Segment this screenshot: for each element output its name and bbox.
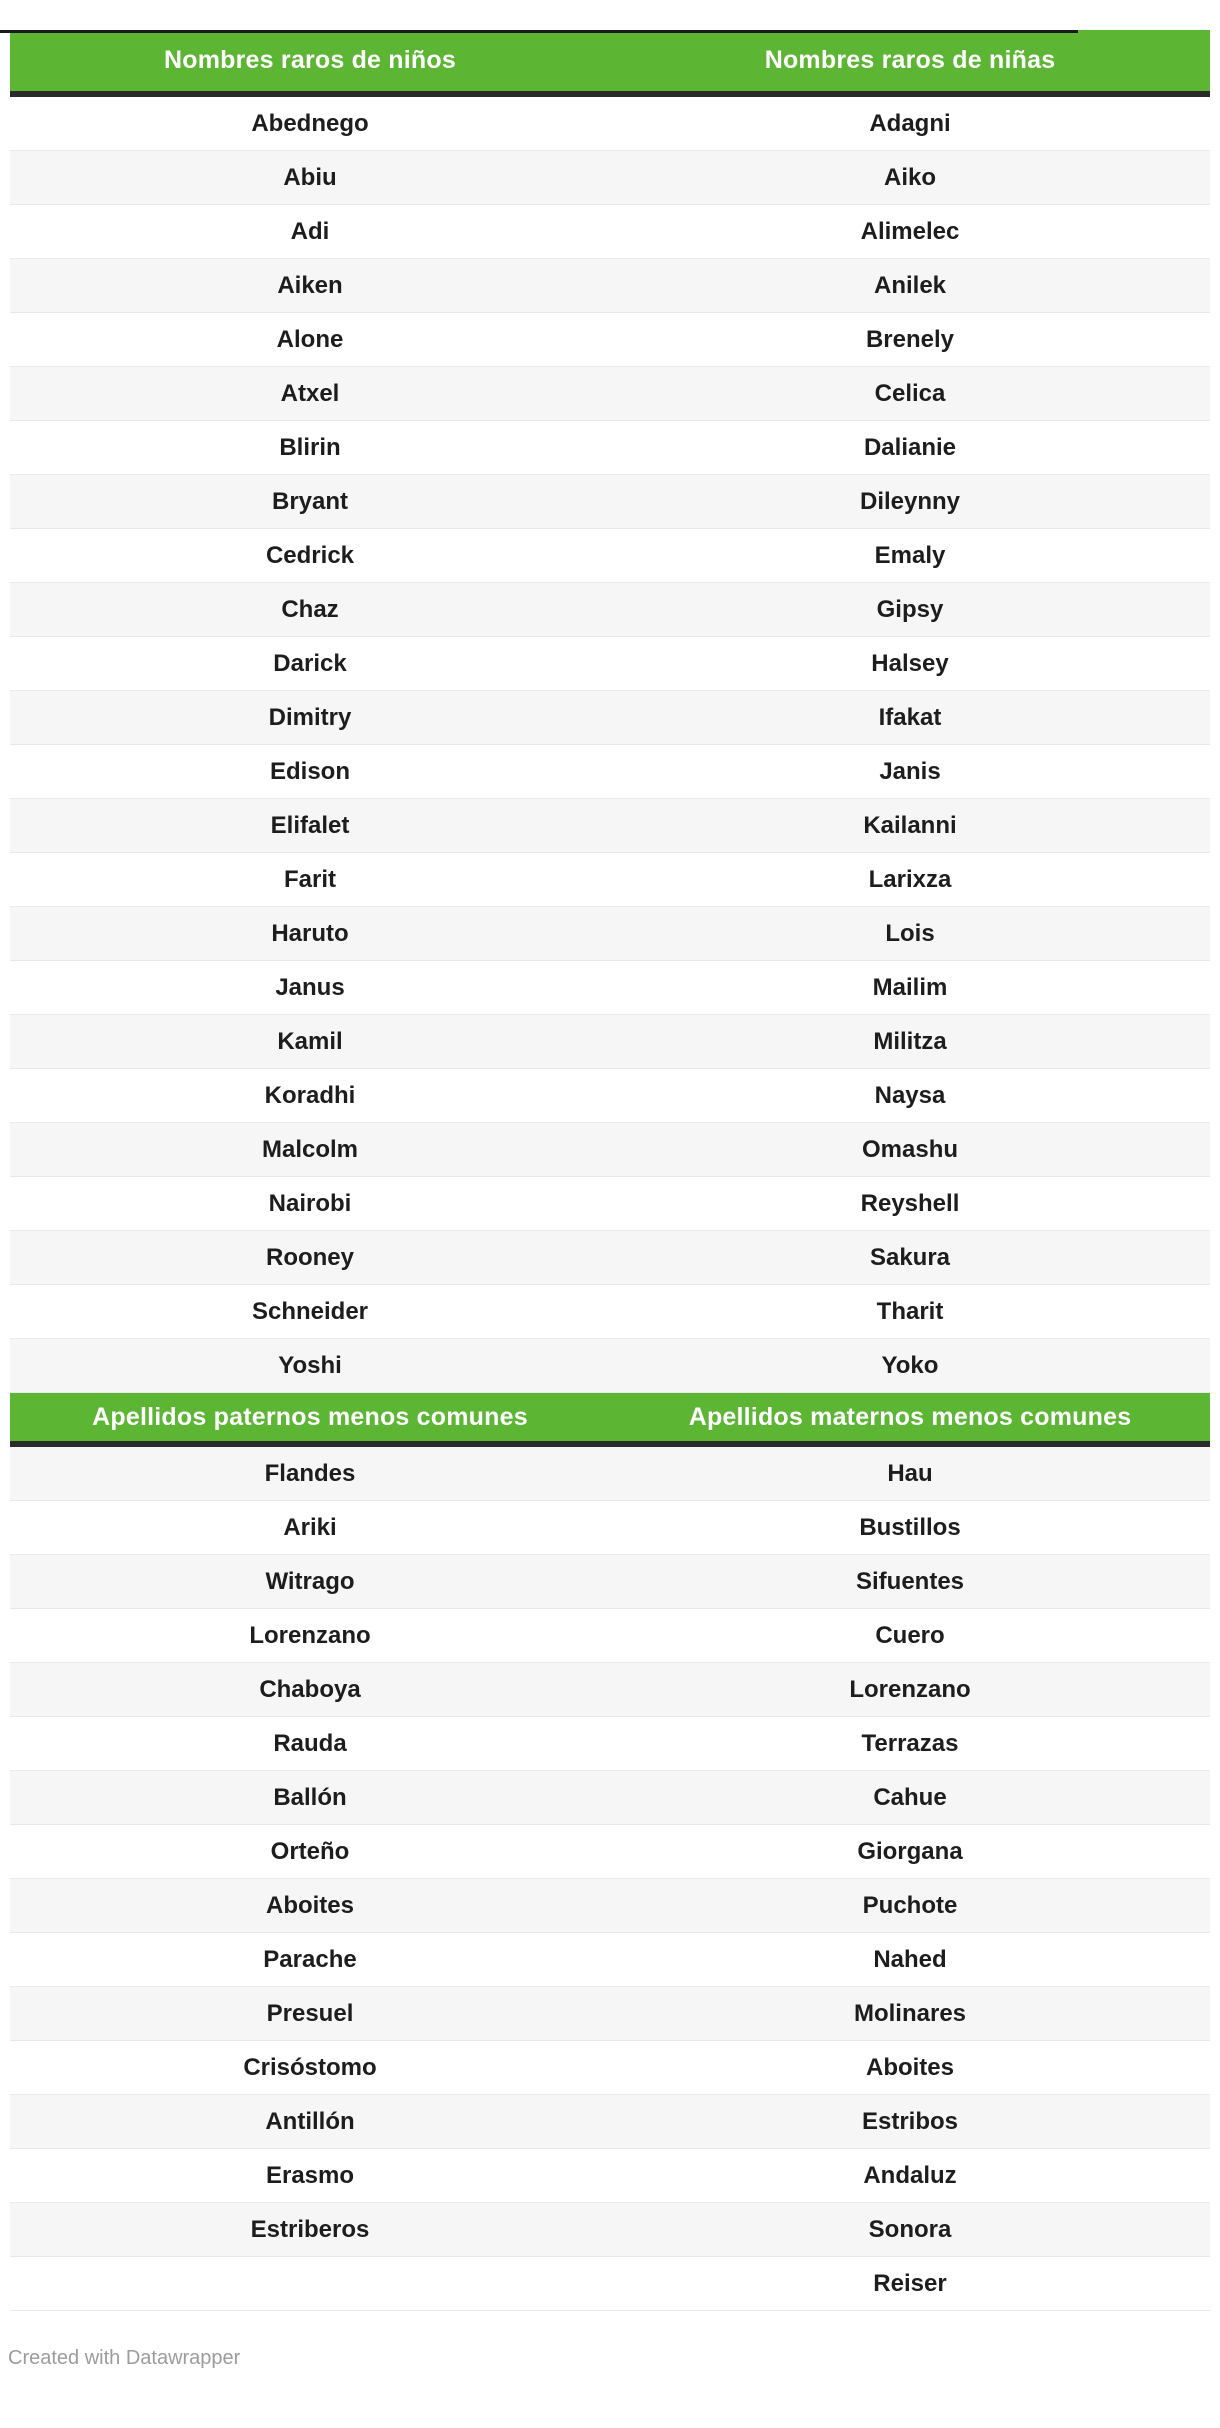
table-row: [10, 1933, 1210, 1987]
name-cell: Atxel: [280, 379, 340, 407]
table-row: [10, 1447, 1210, 1501]
table-row: [10, 799, 1210, 853]
name-cell: Farit: [283, 865, 336, 893]
table-row: [10, 907, 1210, 961]
name-cell: Darick: [273, 649, 347, 677]
name-cell: Sonora: [868, 2215, 952, 2243]
rare-names-table: [10, 30, 1210, 2311]
name-cell: Rooney: [265, 1243, 354, 1271]
table-row: [10, 1717, 1210, 1771]
table-row: [10, 2149, 1210, 2203]
table-row: [10, 2041, 1210, 2095]
name-cell: Emaly: [874, 541, 946, 569]
name-cell: Antillón: [265, 2107, 355, 2135]
name-cell: Lois: [885, 919, 935, 947]
name-cell: Andaluz: [863, 2161, 957, 2189]
table-row: [10, 97, 1210, 151]
name-cell: Nairobi: [268, 1189, 352, 1217]
name-cell: Ballón: [273, 1783, 347, 1811]
table-row: [10, 151, 1210, 205]
name-cell: Mailim: [872, 973, 948, 1001]
name-cell: Yoko: [881, 1351, 939, 1379]
table-row: [10, 1879, 1210, 1933]
name-cell: Lorenzano: [849, 1675, 971, 1703]
name-cell: Janus: [275, 973, 345, 1001]
name-cell: Terrazas: [861, 1729, 959, 1757]
name-cell: Reiser: [873, 2269, 947, 2297]
table-row: [10, 313, 1210, 367]
table-row: [10, 1555, 1210, 1609]
name-cell: Presuel: [266, 1999, 354, 2027]
name-cell: Cedrick: [265, 541, 355, 569]
datawrapper-credit: Created with Datawrapper: [8, 2347, 241, 2369]
name-cell: Estriberos: [250, 2215, 370, 2243]
name-cell: Parache: [263, 1945, 357, 1973]
table-row: [10, 475, 1210, 529]
table-row: [10, 1987, 1210, 2041]
name-cell: [10, 2257, 610, 2310]
name-cell: Alimelec: [860, 217, 960, 245]
table-row: [10, 1231, 1210, 1285]
table-row: [10, 1609, 1210, 1663]
name-cell: Anilek: [873, 271, 947, 299]
name-cell: Bryant: [271, 487, 349, 515]
name-cell: Crisóstomo: [243, 2053, 377, 2081]
name-cell: Rauda: [273, 1729, 347, 1757]
name-cell: Giorgana: [857, 1837, 963, 1865]
name-cell: Puchote: [862, 1891, 958, 1919]
table-row: [10, 1123, 1210, 1177]
surnames-rows: [10, 1447, 1210, 2311]
surnames-header-row: [10, 1393, 1210, 1447]
name-cell: Orteño: [270, 1837, 350, 1865]
name-cell: Dalianie: [863, 433, 957, 461]
table-row: [10, 853, 1210, 907]
table-row: [10, 1069, 1210, 1123]
name-cell: Schneider: [251, 1297, 369, 1325]
name-cell: Ifakat: [878, 703, 942, 731]
name-cell: Cahue: [873, 1783, 947, 1811]
name-cell: Bustillos: [859, 1513, 961, 1541]
table-row: [10, 1285, 1210, 1339]
name-cell: Flandes: [264, 1459, 356, 1487]
names-rows: [10, 97, 1210, 1393]
table-row: [10, 745, 1210, 799]
table-row: [10, 1825, 1210, 1879]
name-cell: Gipsy: [876, 595, 944, 623]
name-cell: Omashu: [861, 1135, 959, 1163]
table-row: [10, 961, 1210, 1015]
name-cell: Molinares: [853, 1999, 967, 2027]
name-cell: Abednego: [251, 109, 369, 137]
name-cell: Brenely: [865, 325, 955, 353]
table-row: [10, 259, 1210, 313]
header-maternal-surnames: Apellidos maternos menos comunes: [688, 1402, 1132, 1431]
name-cell: Sakura: [869, 1243, 951, 1271]
table-row: [10, 529, 1210, 583]
name-cell: Adagni: [869, 109, 951, 137]
header-paternal-surnames: Apellidos paternos menos comunes: [92, 1402, 528, 1431]
table-row: [10, 1339, 1210, 1393]
name-cell: Aboites: [265, 1891, 354, 1919]
name-cell: Edison: [269, 757, 350, 785]
name-cell: Erasmo: [265, 2161, 355, 2189]
name-cell: Aiko: [883, 163, 936, 191]
name-cell: Chaboya: [259, 1675, 361, 1703]
header-girls-names: Nombres raros de niñas: [764, 46, 1056, 74]
table-row: [10, 421, 1210, 475]
name-cell: Cuero: [875, 1621, 945, 1649]
name-cell: Malcolm: [261, 1135, 359, 1163]
name-cell: Kamil: [277, 1027, 343, 1055]
name-cell: Celica: [874, 379, 946, 407]
name-cell: Larixza: [868, 865, 952, 893]
name-cell: Elifalet: [270, 811, 350, 839]
name-cell: Tharit: [876, 1297, 944, 1325]
table-row: [10, 1501, 1210, 1555]
window-top-edge: [0, 30, 1078, 33]
name-cell: Reyshell: [860, 1189, 960, 1217]
name-cell: Haruto: [271, 919, 349, 947]
name-cell: Aboites: [865, 2053, 954, 2081]
name-cell: Alone: [276, 325, 344, 353]
table-row: [10, 583, 1210, 637]
name-cell: Blirin: [279, 433, 341, 461]
name-cell: Janis: [879, 757, 941, 785]
table-row: [10, 2257, 1210, 2311]
name-cell: Yoshi: [278, 1351, 342, 1379]
name-cell: Aiken: [277, 271, 343, 299]
name-cell: Dimitry: [268, 703, 352, 731]
table-row: [10, 691, 1210, 745]
name-cell: Naysa: [874, 1081, 946, 1109]
table-row: [10, 2095, 1210, 2149]
name-cell: Nahed: [873, 1945, 947, 1973]
name-cell: Dileynny: [859, 487, 961, 515]
name-cell: Kailanni: [863, 811, 957, 839]
table-row: [10, 1663, 1210, 1717]
table-row: [10, 367, 1210, 421]
name-cell: Witrago: [265, 1567, 355, 1595]
header-boys-names: Nombres raros de niños: [164, 46, 456, 74]
name-cell: Estribos: [861, 2107, 959, 2135]
table-row: [10, 637, 1210, 691]
name-cell: Halsey: [871, 649, 949, 677]
table-row: [10, 1177, 1210, 1231]
table-row: [10, 205, 1210, 259]
name-cell: Adi: [290, 217, 330, 245]
name-cell: Ariki: [283, 1513, 337, 1541]
names-header-row: [10, 30, 1210, 97]
name-cell: Koradhi: [264, 1081, 356, 1109]
name-cell: Militza: [873, 1027, 947, 1055]
name-cell: Chaz: [281, 595, 339, 623]
name-cell: Hau: [887, 1459, 933, 1487]
table-row: [10, 1015, 1210, 1069]
table-row: [10, 1771, 1210, 1825]
table-row: [10, 2203, 1210, 2257]
name-cell: Abiu: [283, 163, 337, 191]
name-cell: Lorenzano: [249, 1621, 371, 1649]
name-cell: Sifuentes: [855, 1567, 965, 1595]
